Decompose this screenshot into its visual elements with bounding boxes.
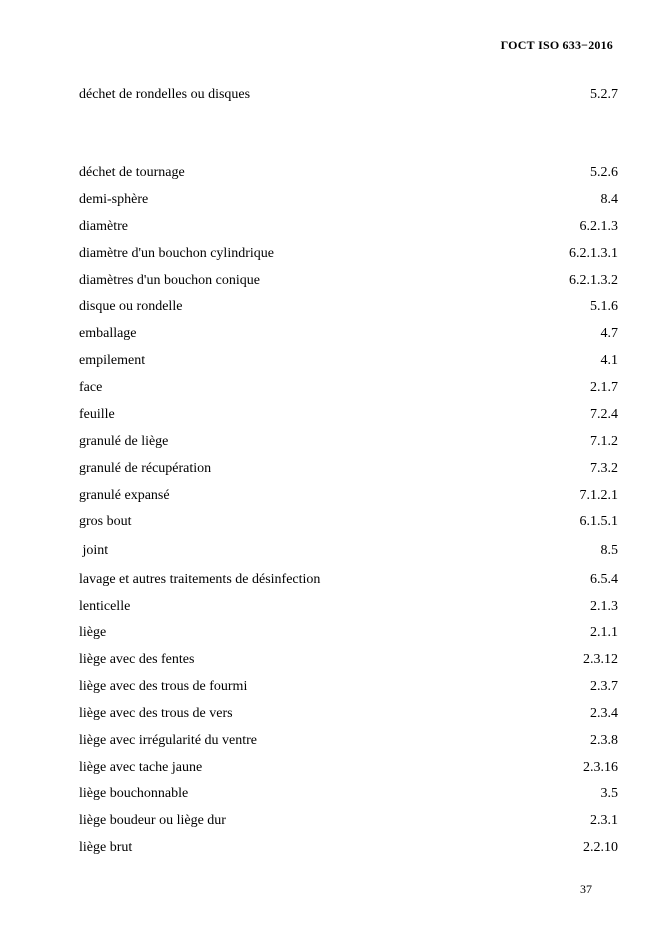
index-term: joint [79,543,109,558]
index-reference: 8.4 [600,192,618,207]
index-reference: 8.5 [600,543,618,558]
index-term: liège boudeur ou liège dur [79,813,226,828]
index-entry [79,706,618,722]
index-entry [79,87,618,103]
index-reference: 6.2.1.3.2 [569,273,618,288]
index-reference: 2.3.1 [590,813,618,828]
index-term: granulé expansé [79,488,170,503]
index-term: feuille [79,407,115,422]
index-entry [79,760,618,776]
index-entry [79,813,618,829]
index-reference: 4.7 [600,326,618,341]
index-reference: 2.1.7 [590,380,618,395]
index-entry [79,353,618,369]
index-reference: 2.3.7 [590,679,618,694]
index-entry [79,246,618,262]
index-reference: 7.2.4 [590,407,618,422]
index-term: lavage et autres traitements de désinfection [79,572,321,587]
index-reference: 7.1.2.1 [579,488,618,503]
index-term: déchet de tournage [79,165,185,180]
index-entry [79,165,618,181]
index-term: liège avec tache jaune [79,760,203,775]
index-entry [79,326,618,342]
index-entry [79,488,618,504]
index-entry [79,733,618,749]
index-term: empilement [79,353,146,368]
index-entry [79,572,618,588]
index-term: liège bouchonnable [79,786,189,801]
index-reference: 5.2.6 [590,165,618,180]
index-term: liège avec des fentes [79,652,195,667]
index-term: diamètres d'un bouchon conique [79,273,260,288]
index-term: gros bout [79,514,132,529]
index-reference: 6.2.1.3.1 [569,246,618,261]
index-reference: 5.1.6 [590,299,618,314]
index-entry [79,840,618,856]
index-term: granulé de récupération [79,461,212,476]
index-term: demi-sphère [79,192,149,207]
index-term: liège brut [79,840,133,855]
index-reference: 2.3.12 [583,652,618,667]
index-reference: 5.2.7 [590,87,618,102]
index-term: face [79,380,103,395]
index-term: lenticelle [79,599,131,614]
index-entry [79,299,618,315]
index-term: diamètre d'un bouchon cylindrique [79,246,274,261]
index-entry [79,273,618,289]
index-reference: 2.1.3 [590,599,618,614]
index-entry [79,543,618,559]
index-entry [79,679,618,695]
index-term: liège avec des trous de vers [79,706,233,721]
index-entry [79,599,618,615]
index-reference: 6.1.5.1 [579,514,618,529]
index-reference: 2.2.10 [583,840,618,855]
index-reference: 7.3.2 [590,461,618,476]
index-entry [79,192,618,208]
document-header: ГОСТ ISO 633−2016 [500,38,613,52]
index-reference: 2.3.16 [583,760,618,775]
index-reference: 2.3.4 [590,706,618,721]
index-entry [79,786,618,802]
index-entry [79,625,618,641]
index-reference: 6.5.4 [590,572,618,587]
index-entry [79,461,618,477]
index-entry [79,407,618,423]
index-term: liège [79,625,107,640]
index-term: liège avec des trous de fourmi [79,679,248,694]
index-reference: 4.1 [600,353,618,368]
index-term: liège avec irrégularité du ventre [79,733,258,748]
index-reference: 2.1.1 [590,625,618,640]
index-reference: 2.3.8 [590,733,618,748]
index-entry [79,652,618,668]
index-term: emballage [79,326,137,341]
index-entry [79,514,618,530]
index-term: granulé de liège [79,434,169,449]
index-term: diamètre [79,219,128,234]
index-term: disque ou rondelle [79,299,183,314]
index-entry [79,219,618,235]
page-number: 37 [580,882,592,896]
index-reference: 6.2.1.3 [579,219,618,234]
index-entry [79,380,618,396]
index-term: déchet de rondelles ou disques [79,87,251,102]
index-reference: 3.5 [600,786,618,801]
index-entry [79,434,618,450]
index-reference: 7.1.2 [590,434,618,449]
